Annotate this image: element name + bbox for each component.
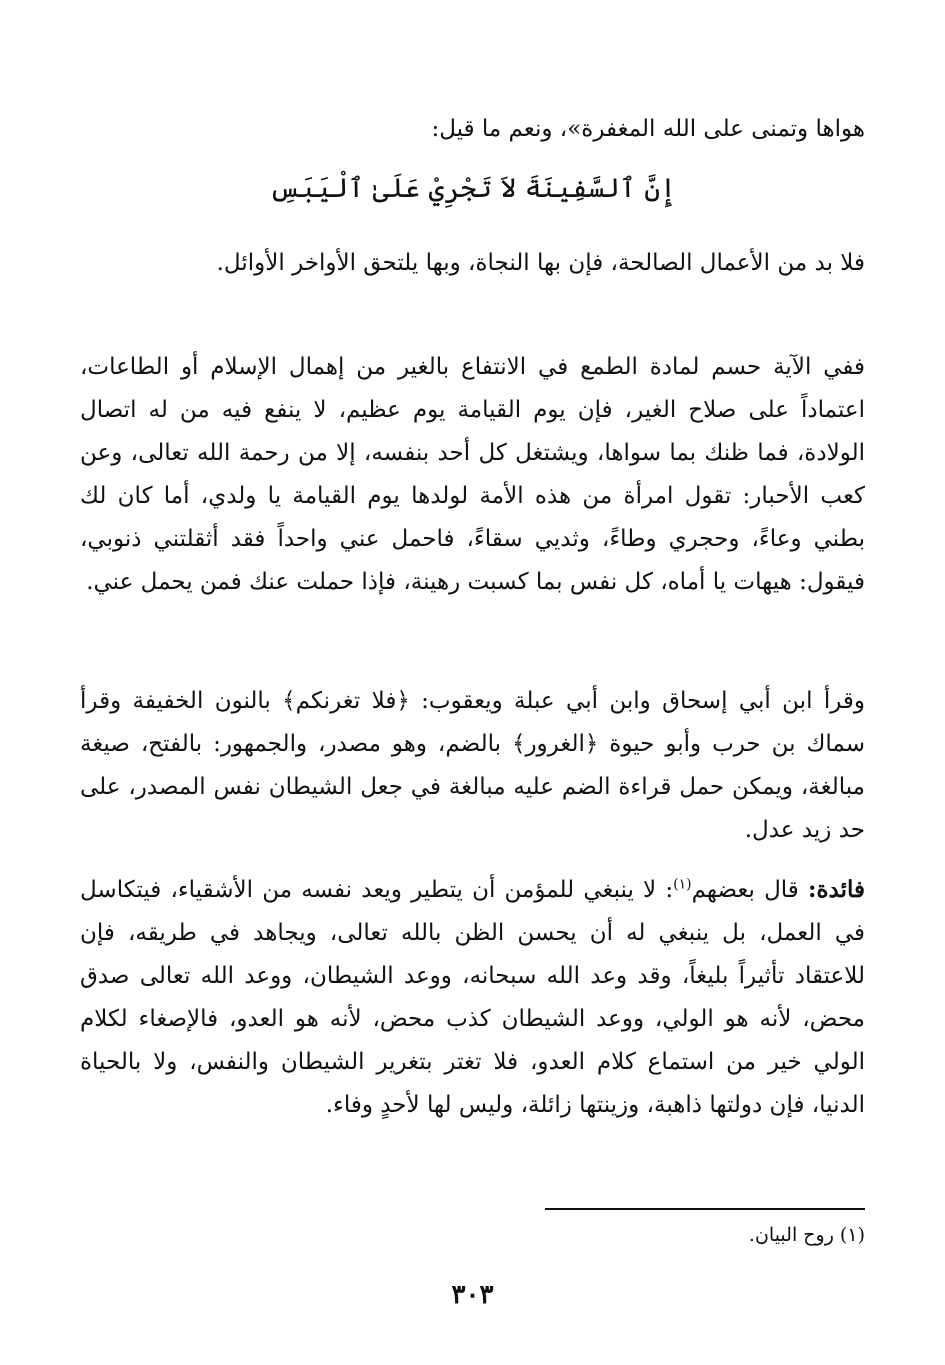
footnote-divider (545, 1208, 865, 1210)
intro-line: هواها وتمنى على الله المغفرة»، ونعم ما قيل: (431, 116, 865, 142)
paragraph-4-lead: قال بعضهم (691, 877, 799, 903)
footnote: (١) روح البيان. (748, 1224, 865, 1246)
footnote-ref: (١) (673, 876, 692, 893)
benefit-label: فائدة: (807, 876, 865, 903)
page-number: ٣٠٣ (451, 1280, 494, 1310)
page (80, 100, 865, 1320)
paragraph-4 (80, 868, 865, 1127)
verse-line: إِنَّ ٱلسَّفِينَةَ لاَ تَجْرِيْ عَلَىٰ ٱلْيَبَسِ (269, 173, 676, 204)
paragraph-3: وقرأ ابن أبي إسحاق وابن أبي عبلة ويعقوب: ﴿فلا تغرنكم﴾ بالنون الخفيفة وقرأ سماك بن حرب وأبو حيوة ﴿الغرور﴾ بالضم، وهو مصدر، والجمهور: بالفتح، صيغة مبالغة، ويمكن حمل قراءة الضم عليه مبالغة في جعل الشيطان نفس المصدر، على حد زيد عدل. (80, 688, 865, 843)
paragraph-2: ففي الآية حسم لمادة الطمع في الانتفاع بالغير من إهمال الإسلام أو الطاعات، اعتماداً على صلاح الغير، فإن يوم القيامة يوم عظيم، لا ينفع فيه من له اتصال الولادة، فما ظنك بما سواها، ويشتغل كل أحد بنفسه، إلا من رحمة الله تعالى، وعن كعب الأحبار: تقول امرأة من هذه الأمة لولدها يوم القيامة يا ولدي، أما كان لك بطني وعاءً، وحجري وطاءً، وثديي سقاءً، فاحمل عني واحداً فقد أثقلتني ذنوبي، فيقول: هيهات يا أماه، كل نفس بما كسبت رهينة، فإذا حملت عنك فمن يحمل عني. (80, 354, 865, 595)
paragraph-4-body: : لا ينبغي للمؤمن أن يتطير ويعد نفسه من الأشقياء، فيتكاسل في العمل، بل ينبغي له أن يحسن الظن بالله تعالى، ويجاهد في طريقه، فإن للاعتقاد تأثيراً بليغاً، وقد وعد الله سبحانه، ووعد الشيطان، ووعد الله تعالى صدق محض، لأنه هو الولي، ووعد الشيطان كذب محض، لأنه هو العدو، فالإصغاء لكلام الولي خير من استماع كلام العدو، فلا تغتر بتغرير الشيطان والنفس، ولا بالحياة الدنيا، فإن دولتها ذاهبة، وزينتها زائلة، وليس لها لأحدٍ وفاء. (80, 877, 865, 1118)
paragraph-1: فلا بد من الأعمال الصالحة، فإن بها النجاة، وبها يلتحق الأواخر الأوائل. (216, 250, 865, 276)
